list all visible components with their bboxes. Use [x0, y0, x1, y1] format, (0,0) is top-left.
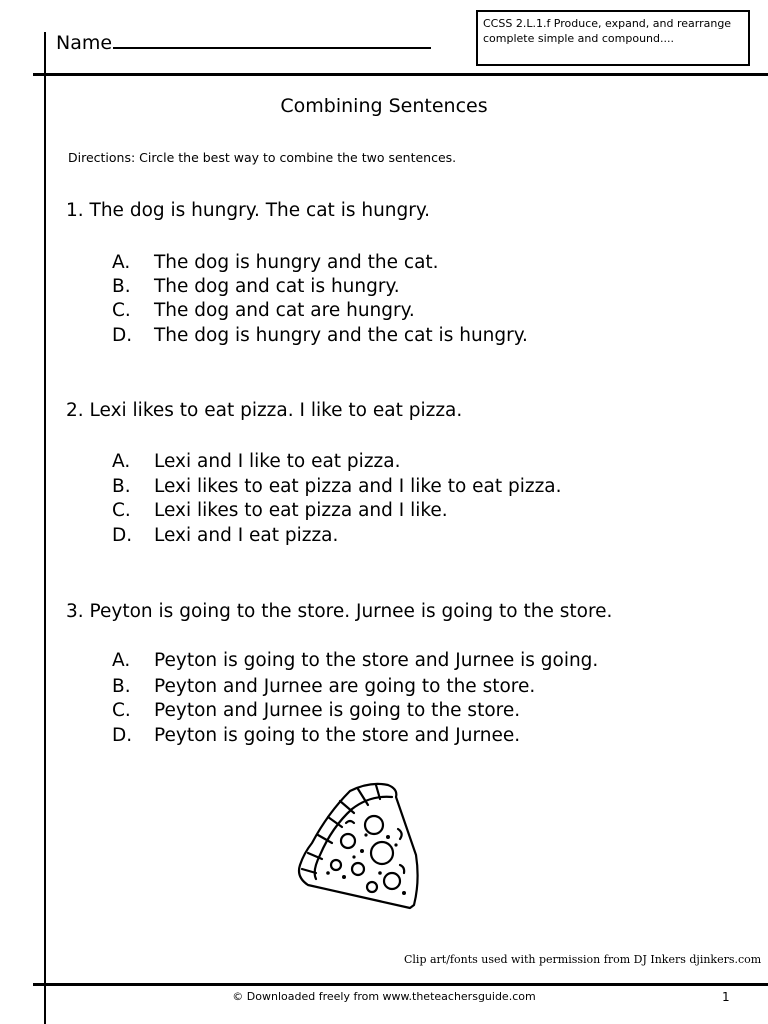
option-text: Lexi likes to eat pizza and I like to eat pizza.	[154, 476, 562, 497]
option-letter: B.	[112, 476, 131, 497]
option-text: Lexi and I like to eat pizza.	[154, 451, 401, 472]
option-text: The dog is hungry and the cat.	[154, 252, 439, 273]
pizza-slice-icon	[288, 773, 448, 923]
option-letter: D.	[112, 725, 133, 746]
footer-divider	[33, 983, 768, 986]
option-text: Peyton and Jurnee are going to the store.	[154, 676, 536, 697]
option-text: The dog is hungry and the cat is hungry.	[154, 325, 528, 346]
ccss-text: CCSS 2.L.1.f Produce, expand, and rearrange complete simple and compound....	[483, 17, 732, 45]
option-letter: A.	[112, 252, 131, 273]
question-2-option-c[interactable]	[112, 500, 448, 521]
option-letter: B.	[112, 676, 131, 697]
question-2-option-b[interactable]	[112, 476, 562, 497]
question-2-prompt: 2. Lexi likes to eat pizza. I like to eat pizza.	[66, 400, 463, 421]
option-letter: A.	[112, 451, 131, 472]
option-letter: D.	[112, 325, 133, 346]
option-letter: D.	[112, 525, 133, 546]
ccss-standard-box	[476, 10, 750, 66]
option-text: The dog and cat is hungry.	[154, 276, 400, 297]
name-label: Name	[56, 32, 113, 54]
option-letter: B.	[112, 276, 131, 297]
question-1-option-c[interactable]	[112, 300, 415, 321]
directions-text: Directions: Circle the best way to combine the two sentences.	[68, 150, 457, 165]
question-3-prompt: 3. Peyton is going to the store. Jurnee is going to the store.	[66, 601, 613, 622]
question-3-option-d[interactable]	[112, 725, 520, 746]
option-letter: C.	[112, 700, 131, 721]
clip-art-credit: Clip art/fonts used with permission from DJ Inkers djinkers.com	[404, 953, 762, 966]
option-text: Peyton is going to the store and Jurnee is going.	[154, 650, 599, 671]
question-1-option-b[interactable]	[112, 276, 400, 297]
header-divider	[33, 73, 768, 76]
footer-text: © Downloaded freely from www.theteachersguide.com	[232, 990, 536, 1003]
option-text: Peyton is going to the store and Jurnee.	[154, 725, 521, 746]
question-2-option-a[interactable]	[112, 451, 400, 472]
question-3-option-c[interactable]	[112, 700, 520, 721]
option-text: Peyton and Jurnee is going to the store.	[154, 700, 521, 721]
question-3-option-a[interactable]	[112, 650, 598, 671]
question-2-option-d[interactable]	[112, 525, 338, 546]
page-title: Combining Sentences	[280, 95, 488, 117]
page-number: 1	[722, 990, 730, 1004]
option-text: Lexi likes to eat pizza and I like.	[154, 500, 448, 521]
question-1-option-d[interactable]	[112, 325, 528, 346]
option-letter: C.	[112, 300, 131, 321]
option-letter: A.	[112, 650, 131, 671]
option-text: The dog and cat are hungry.	[154, 300, 415, 321]
option-letter: C.	[112, 500, 131, 521]
option-text: Lexi and I eat pizza.	[154, 525, 339, 546]
margin-vertical-line	[44, 32, 46, 1024]
name-blank-line[interactable]	[113, 29, 431, 49]
question-1-option-a[interactable]	[112, 252, 439, 273]
name-field[interactable]	[56, 29, 431, 54]
question-1-prompt: 1. The dog is hungry. The cat is hungry.	[66, 200, 431, 221]
question-3-option-b[interactable]	[112, 676, 535, 697]
